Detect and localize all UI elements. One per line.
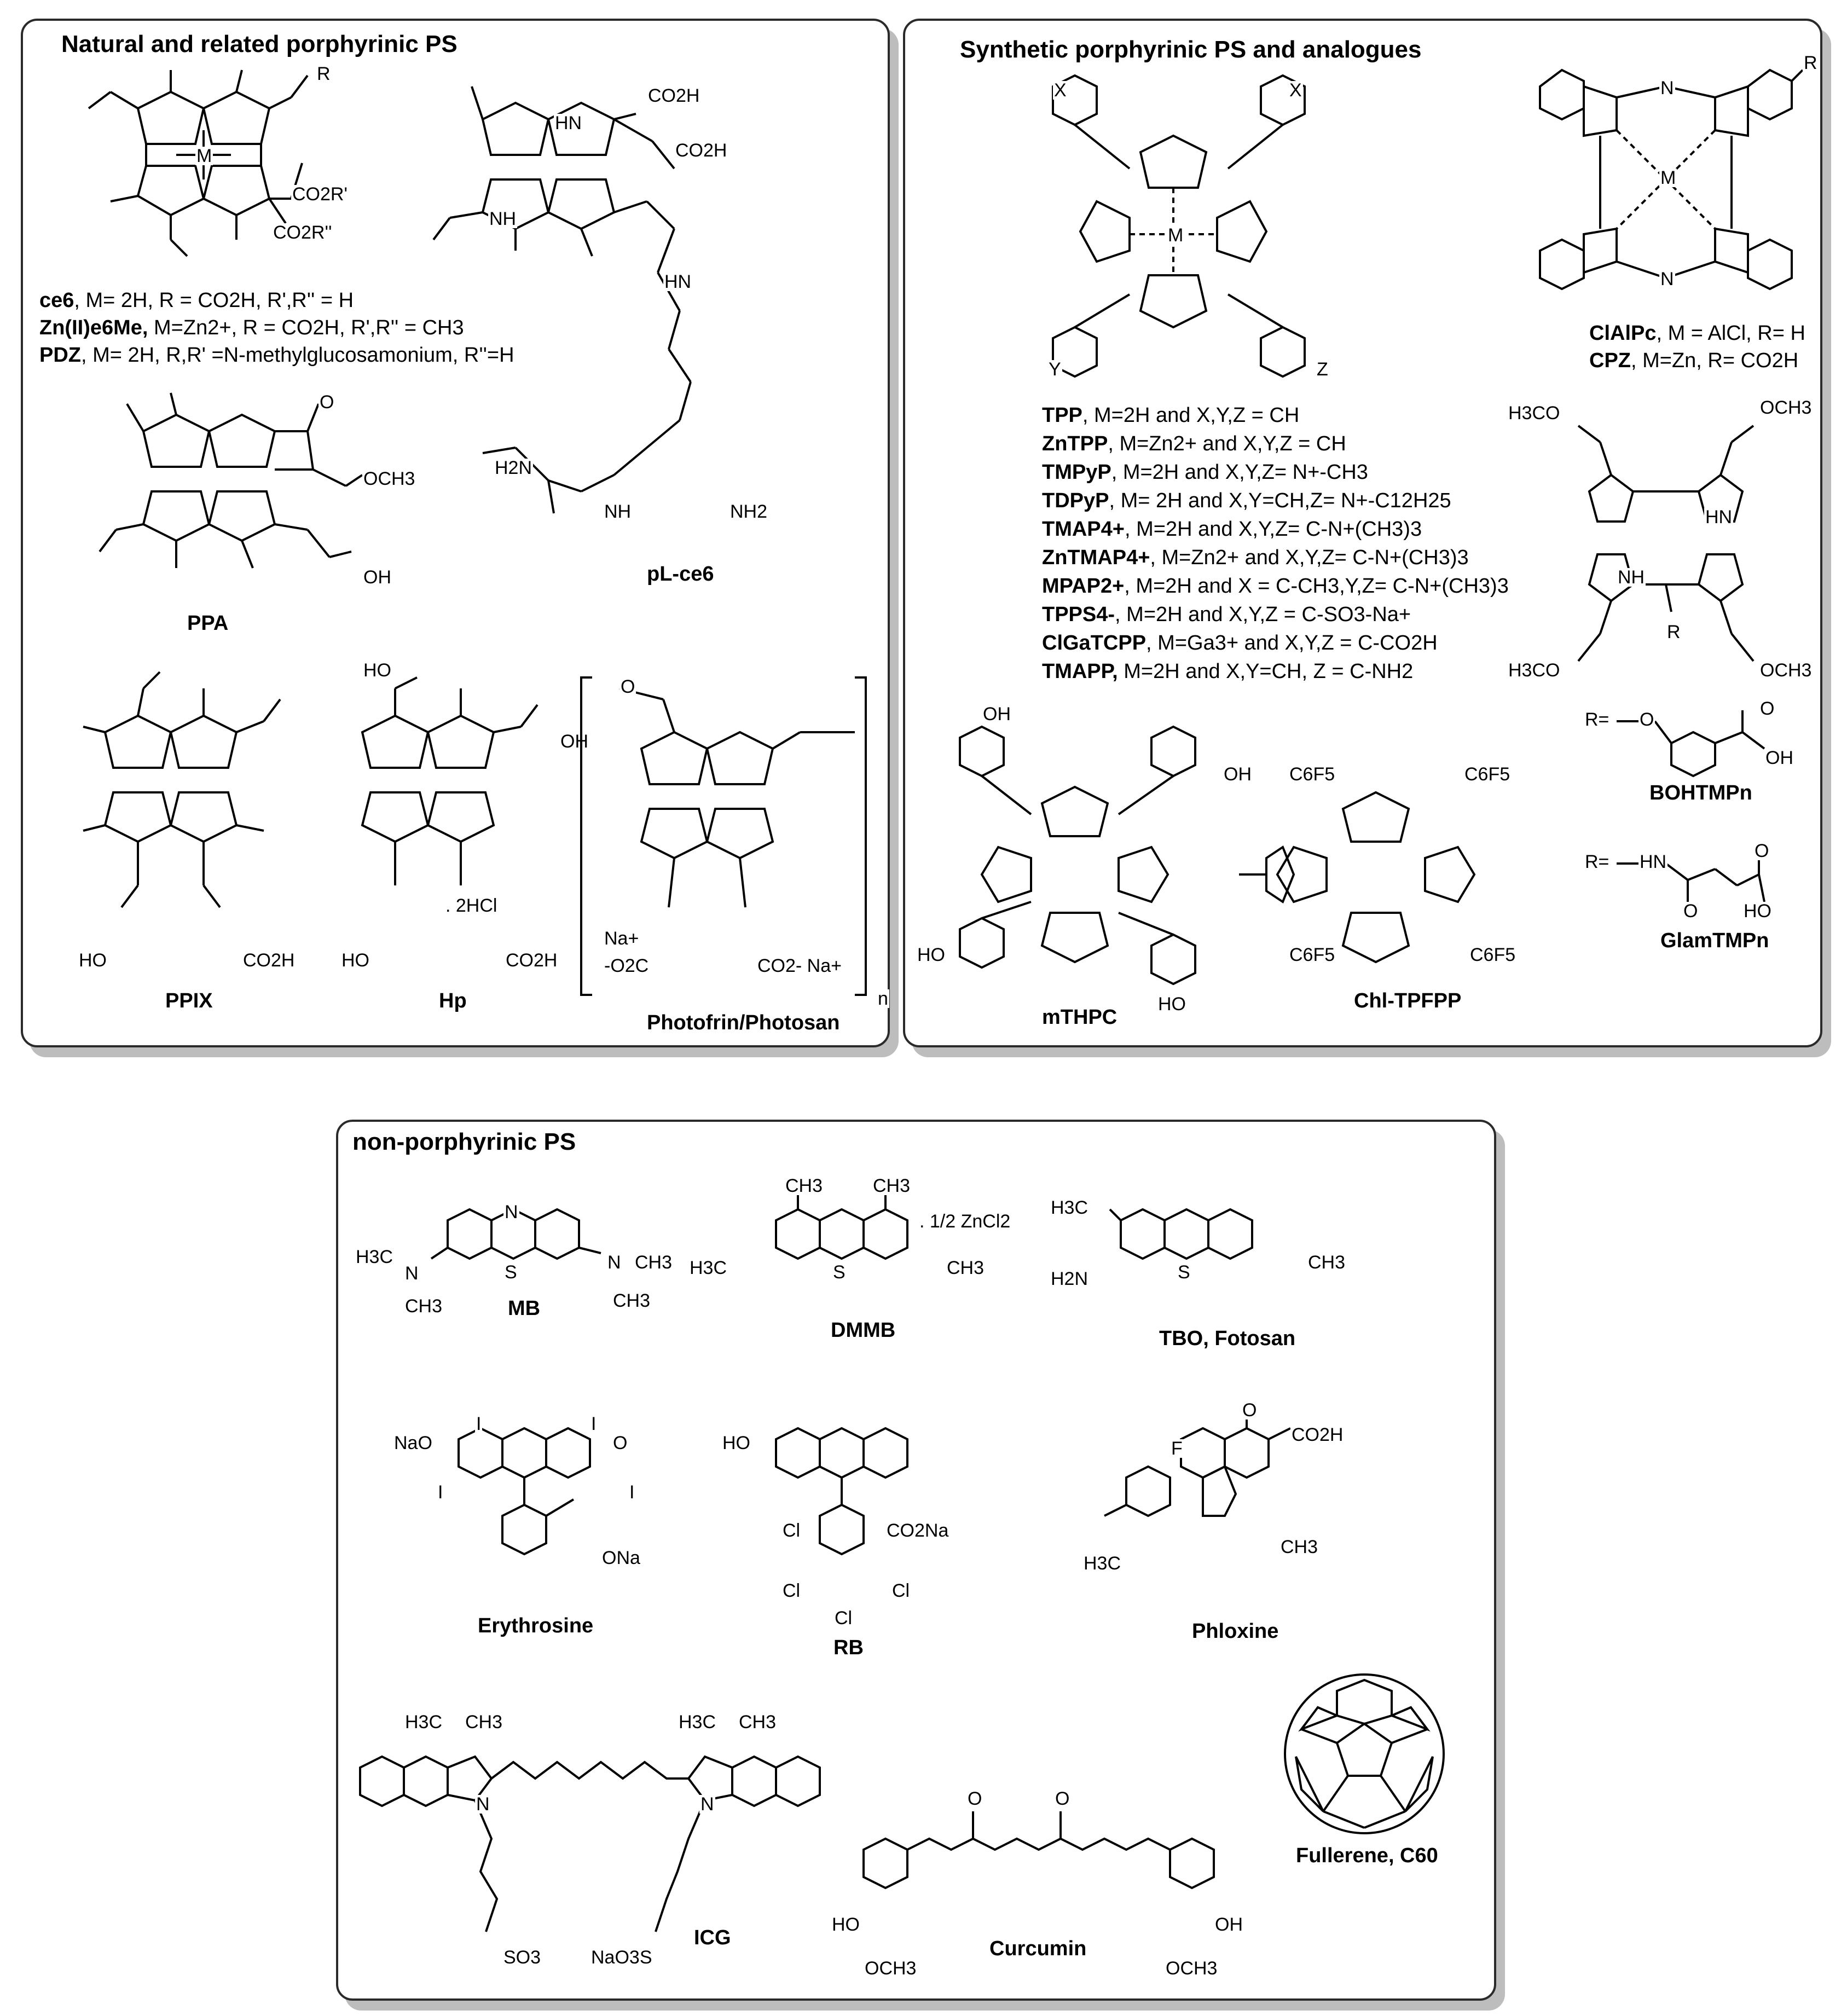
atom-co2r1: CO2R'	[292, 184, 348, 205]
atom-och3-curcumin-2: OCH3	[1166, 1958, 1218, 1979]
atom-y: Y	[1049, 359, 1061, 380]
tpp-legend-line-4: TDPyP, M= 2H and X,Y=CH,Z= N+-C12H25	[1042, 489, 1451, 512]
atom-hn-glam: HN	[1640, 851, 1667, 872]
atom-co2h-ppix: CO2H	[243, 950, 295, 971]
atom-h3c-phlox: H3C	[1084, 1553, 1121, 1574]
tbo-structure	[1099, 1187, 1329, 1297]
atom-ch3-mb-right1: CH3	[635, 1252, 673, 1273]
pl-ce6-structure	[417, 54, 767, 546]
name-curcumin: Curcumin	[989, 1937, 1087, 1960]
atom-ho2c-ppix: HO	[79, 950, 107, 971]
name-dmmb: DMMB	[831, 1319, 896, 1342]
atom-s-dmmb: S	[833, 1262, 846, 1283]
atom-c6f5-bl: C6F5	[1289, 945, 1335, 965]
atom-ch3-mb-left: CH3	[405, 1296, 443, 1317]
atom-co2na-rb: CO2Na	[887, 1520, 949, 1541]
atom-oh-curcumin: OH	[1215, 1914, 1243, 1935]
atom-m-pc: M	[1660, 167, 1676, 188]
atom-n-icg-2: N	[700, 1794, 714, 1815]
atom-f: F	[1171, 1438, 1183, 1459]
tpp-legend-line-1: TPP, M=2H and X,Y,Z = CH	[1042, 404, 1300, 427]
atom-n-pc-top: N	[1660, 78, 1674, 99]
atom-nao: NaO	[394, 1433, 432, 1453]
ce6-legend-line-2: Zn(II)e6Me, M=Zn2+, R = CO2H, R',R'' = CH3	[39, 316, 464, 339]
icg-structure	[349, 1718, 842, 1981]
name-ppix: PPIX	[165, 989, 213, 1012]
atom-s-mb: S	[505, 1262, 517, 1283]
atom-m: M	[196, 146, 212, 166]
atom-na-plus: Na+	[604, 928, 639, 949]
atom-ho2c-hp: HO	[341, 950, 369, 971]
atom-r-eq-glam: R=	[1585, 851, 1609, 872]
atom-h3c-mb: H3C	[356, 1247, 393, 1267]
atom-nh2: NH2	[730, 501, 768, 522]
atom-o-phlox: O	[1242, 1400, 1257, 1421]
atom-ho-hp: HO	[363, 660, 391, 681]
panel-title-natural: Natural and related porphyrinic PS	[61, 31, 458, 57]
panel-title-nonporph: non-porphyrinic PS	[352, 1128, 576, 1155]
atom-co2h-phlox: CO2H	[1292, 1424, 1344, 1445]
atom-oh-mthpc-right: OH	[1224, 764, 1252, 785]
atom-ch3-dmmb-r: CH3	[947, 1258, 985, 1278]
photofrin-structure	[581, 656, 877, 1006]
tpp-legend-line-9: ClGaTCPP, M=Ga3+ and X,Y,Z = C-CO2H	[1042, 632, 1438, 654]
atom-x-right: X	[1289, 80, 1302, 101]
atom-oh-hp: OH	[560, 731, 588, 752]
atom-ch3-dmmb-1: CH3	[785, 1175, 823, 1196]
ce6-legend-line-3: PDZ, M= 2H, R,R' =N-methylglucosamonium, R''=H	[39, 344, 514, 367]
atom-hn-amide: HN	[664, 271, 692, 292]
name-icg: ICG	[694, 1926, 731, 1949]
atom-i-ery-1: I	[476, 1413, 482, 1434]
atom-n-mb-right: N	[607, 1252, 621, 1273]
atom-i-ery-2: I	[591, 1413, 597, 1434]
atom-n-pc-bottom: N	[1660, 269, 1674, 289]
name-phloxine: Phloxine	[1192, 1620, 1279, 1643]
atom-o-acid: O	[1760, 698, 1775, 719]
atom-o-curcumin-2: O	[1055, 1788, 1070, 1809]
atom-i-ery-3: I	[438, 1482, 443, 1503]
atom-r-eq-boh: R=	[1585, 709, 1609, 730]
name-mb: MB	[508, 1297, 541, 1320]
atom-c6f5-br: C6F5	[1470, 945, 1516, 965]
atom-hn: HN	[555, 113, 582, 134]
atom-cl-rb-2: Cl	[783, 1580, 801, 1601]
atom-co2-na: CO2- Na+	[757, 955, 842, 976]
atom-s-tbo: S	[1178, 1262, 1190, 1283]
name-bohtmpn: BOHTMPn	[1649, 781, 1752, 804]
atom-c6f5-tr: C6F5	[1464, 764, 1510, 785]
atom-nh-amide2: NH	[604, 501, 632, 522]
atom-och3-bottom: OCH3	[1760, 660, 1812, 681]
atom-h3co-bottom: H3CO	[1508, 660, 1560, 681]
atom-cl-rb-1: Cl	[783, 1520, 801, 1541]
rb-structure	[743, 1406, 973, 1603]
atom-m-tpp: M	[1168, 225, 1184, 246]
atom-och3-curcumin-1: OCH3	[865, 1958, 917, 1979]
atom-o-glam2: O	[1755, 841, 1769, 861]
name-glamtmpn: GlamTMPn	[1660, 929, 1769, 952]
atom-ona: ONa	[602, 1548, 640, 1568]
atom-oh-acid: OH	[1765, 748, 1793, 768]
atom-ch3-tbo: CH3	[1308, 1252, 1346, 1273]
atom-c6f5-tl: C6F5	[1289, 764, 1335, 785]
tpp-legend-line-6: ZnTMAP4+, M=Zn2+ and X,Y,Z= C-N+(CH3)3	[1042, 546, 1469, 569]
atom-o-curcumin-1: O	[968, 1788, 982, 1809]
tpp-legend-line-5: TMAP4+, M=2H and X,Y,Z= C-N+(CH3)3	[1042, 518, 1422, 541]
atom-z: Z	[1317, 359, 1328, 380]
ce6-structure	[45, 59, 461, 289]
atom-n-icg-1: N	[476, 1794, 490, 1815]
dmmb-structure	[754, 1187, 984, 1297]
atom-hn-tmpn: HN	[1705, 507, 1733, 528]
mb-structure	[426, 1187, 656, 1297]
atom-h2n-tbo: H2N	[1051, 1268, 1088, 1289]
panel-title-synthetic: Synthetic porphyrinic PS and analogues	[960, 36, 1422, 63]
atom-x-left: X	[1054, 80, 1067, 101]
atom-ho-curcumin: HO	[832, 1914, 860, 1935]
atom-n-mb-top: N	[505, 1202, 518, 1223]
atom-ho-mthpc-bottom: HO	[1158, 994, 1186, 1015]
atom-h3c-icg-1: H3C	[405, 1712, 443, 1733]
tpp-legend-line-3: TMPyP, M=2H and X,Y,Z= N+-CH3	[1042, 461, 1368, 484]
atom-co2h-top: CO2H	[648, 85, 700, 106]
tpp-legend-line-2: ZnTPP, M=Zn2+ and X,Y,Z = CH	[1042, 432, 1346, 455]
mthpc-structure	[916, 705, 1255, 1015]
atom-o2c-minus: -O2C	[604, 955, 649, 976]
atom-och3-top: OCH3	[1760, 397, 1812, 418]
atom-n-mb-left: N	[405, 1263, 419, 1284]
atom-cl-rb-4: Cl	[835, 1608, 853, 1629]
atom-nh-plce6: NH	[489, 208, 517, 229]
name-hp: Hp	[439, 989, 467, 1012]
atom-nh-tmpn: NH	[1618, 567, 1645, 588]
name-chl-tpfpp: Chl-TPFPP	[1354, 989, 1462, 1012]
atom-o-glam: O	[1683, 901, 1698, 922]
ce6-legend-line-1: ce6, M= 2H, R = CO2H, R',R'' = H	[39, 289, 354, 312]
atom-h3c-dmmb: H3C	[690, 1258, 727, 1278]
pc-legend-line-1: ClAlPc, M = AlCl, R= H	[1589, 322, 1805, 345]
atom-so3: SO3	[503, 1947, 541, 1968]
atom-ch3-mb-right2: CH3	[613, 1290, 651, 1311]
atom-i-ery-4: I	[629, 1482, 635, 1503]
atom-r-tmpn: R	[1667, 622, 1681, 642]
nonporphyrinic-panel	[336, 1120, 1496, 2001]
atom-ch3-dmmb-2: CH3	[873, 1175, 911, 1196]
atom-ho-mthpc-left: HO	[917, 945, 945, 965]
name-photofrin: Photofrin/Photosan	[647, 1011, 840, 1034]
atom-h2n: H2N	[495, 457, 532, 478]
name-rb: RB	[833, 1636, 864, 1659]
tpp-legend-line-10: TMAPP, M=2H and X,Y=CH, Z = C-NH2	[1042, 660, 1414, 683]
name-tbo: TBO, Fotosan	[1159, 1327, 1296, 1350]
atom-r: R	[317, 63, 331, 84]
synthetic-porphyrin-panel	[903, 19, 1822, 1047]
atom-ch3-icg-2: CH3	[739, 1712, 777, 1733]
natural-porphyrin-panel	[21, 19, 890, 1047]
name-pl-ce6: pL-ce6	[647, 563, 714, 586]
atom-ch3-icg-1: CH3	[465, 1712, 503, 1733]
atom-n-subscript: n	[878, 988, 888, 1009]
atom-h3co-top: H3CO	[1508, 403, 1560, 424]
atom-h3c-tbo: H3C	[1051, 1197, 1088, 1218]
atom-o-photofrin: O	[621, 676, 635, 697]
atom-naso3: NaO3S	[591, 1947, 652, 1968]
tpp-structure	[1020, 76, 1359, 393]
atom-zncl2: . 1/2 ZnCl2	[919, 1211, 1011, 1232]
curcumin-structure	[820, 1779, 1269, 1943]
atom-ho-rb: HO	[722, 1433, 750, 1453]
atom-och3: OCH3	[363, 468, 415, 489]
atom-co2h-2: CO2H	[675, 140, 727, 161]
atom-co2r2: CO2R''	[273, 222, 332, 243]
atom-o-boh: O	[1640, 709, 1654, 730]
name-ppa: PPA	[187, 612, 229, 635]
atom-oh-ppa: OH	[363, 567, 391, 588]
atom-h3c-icg-2: H3C	[679, 1712, 716, 1733]
atom-ch3-phlox: CH3	[1281, 1537, 1318, 1557]
fullerene-structure	[1279, 1669, 1449, 1839]
name-mthpc: mTHPC	[1042, 1006, 1118, 1029]
tpp-legend-line-7: MPAP2+, M=2H and X = C-CH3,Y,Z= C-N+(CH3)3	[1042, 575, 1509, 598]
atom-2hcl: . 2HCl	[445, 895, 497, 916]
name-fullerene: Fullerene, C60	[1296, 1844, 1438, 1867]
tpp-legend-line-8: TPPS4-, M=2H and X,Y,Z = C-SO3-Na+	[1042, 603, 1411, 626]
atom-ho-glam: HO	[1744, 901, 1771, 922]
atom-r-pc: R	[1804, 53, 1817, 73]
pc-legend-line-2: CPZ, M=Zn, R= CO2H	[1589, 349, 1799, 372]
name-erythrosine: Erythrosine	[478, 1614, 594, 1637]
atom-o-ery: O	[613, 1433, 628, 1453]
atom-oh-mthpc-top: OH	[983, 704, 1011, 725]
atom-co2h-hp: CO2H	[506, 950, 558, 971]
atom-o-ppa: O	[320, 392, 334, 413]
atom-cl-rb-3: Cl	[892, 1580, 910, 1601]
ppix-structure	[61, 656, 313, 940]
